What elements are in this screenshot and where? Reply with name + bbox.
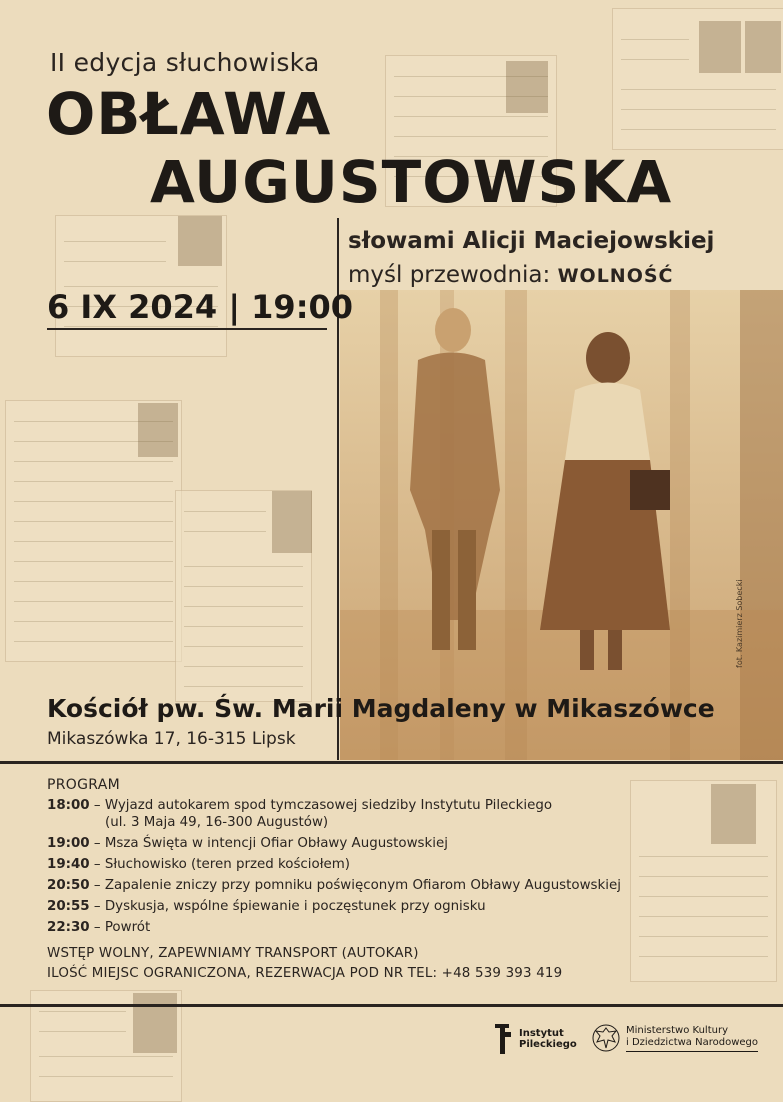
institute-logo[interactable] — [493, 1022, 577, 1056]
bottom-divider — [0, 1004, 783, 1007]
ministry-name-line1: Ministerstwo Kultury — [626, 1024, 728, 1036]
program-text: – Zapalenie zniczy przy pomniku poświęconym Ofiarom Obławy Augustowskiej — [89, 878, 621, 893]
program-time: 20:50 — [47, 878, 90, 893]
program-subtext: (ul. 3 Maja 49, 16-300 Augustów) — [105, 815, 329, 830]
program-text: – Słuchowisko (teren przed kościołem) — [89, 857, 351, 872]
reservation-info: ILOŚĆ MIEJSC OGRANICZONA, REZERWACJA POD NR TEL: +48 539 393 419 — [47, 966, 563, 981]
program-time: 18:00 — [47, 798, 90, 813]
author-line: słowami Alicji Maciejowskiej — [348, 228, 715, 254]
program-text: – Dyskusja, wspólne śpiewanie i poczęstunek przy ognisku — [89, 899, 486, 914]
program-section — [47, 777, 747, 984]
archival-document — [612, 8, 783, 150]
edition-subtitle: II edycja słuchowiska — [50, 48, 320, 77]
program-item — [47, 797, 747, 831]
program-item — [47, 919, 747, 936]
theme-prefix: myśl przewodnia: — [348, 262, 558, 288]
program-item — [47, 898, 747, 915]
venue-address: Mikaszówka 17, 16-315 Lipsk — [47, 729, 296, 749]
title-line-1: OBŁAWA — [46, 80, 332, 148]
ministry-name-line2: i Dziedzictwa Narodowego — [626, 1036, 758, 1048]
institute-mark-icon — [493, 1022, 513, 1056]
program-item — [47, 877, 747, 894]
institute-name-line2: Pileckiego — [519, 1039, 577, 1050]
program-text: – Powrót — [89, 920, 151, 935]
theme-word: WOLNOŚĆ — [557, 265, 674, 287]
program-time: 20:55 — [47, 899, 90, 914]
institute-name-line1: Instytut — [519, 1028, 564, 1039]
archival-document — [55, 215, 227, 357]
program-heading: PROGRAM — [47, 777, 120, 793]
program-time: 19:40 — [47, 857, 90, 872]
top-divider — [0, 761, 783, 764]
program-text: – Wyjazd autokarem spod tymczasowej siedziby Instytutu Pileckiego — [89, 798, 553, 813]
ministry-logo[interactable] — [592, 1022, 758, 1054]
archival-document — [175, 490, 312, 702]
program-item — [47, 856, 747, 873]
venue-name: Kościół pw. Św. Marii Magdaleny w Mikaszówce — [47, 694, 715, 723]
program-item — [47, 835, 747, 852]
photo-credit: fot. Kazimierz Sobecki — [735, 579, 744, 668]
program-time: 22:30 — [47, 920, 90, 935]
historical-photograph — [340, 290, 783, 760]
title-line-2: AUGUSTOWSKA — [150, 148, 673, 216]
free-entry-info: WSTĘP WOLNY, ZAPEWNIAMY TRANSPORT (AUTOKAR) — [47, 946, 419, 961]
program-text: – Msza Święta w intencji Ofiar Obławy Augustowskiej — [89, 836, 448, 851]
date-underline — [47, 328, 327, 330]
theme-line — [348, 262, 674, 288]
eagle-emblem-icon — [592, 1022, 620, 1054]
event-date: 6 IX 2024 | 19:00 — [47, 288, 354, 326]
archival-document — [5, 400, 182, 662]
program-time: 19:00 — [47, 836, 90, 851]
